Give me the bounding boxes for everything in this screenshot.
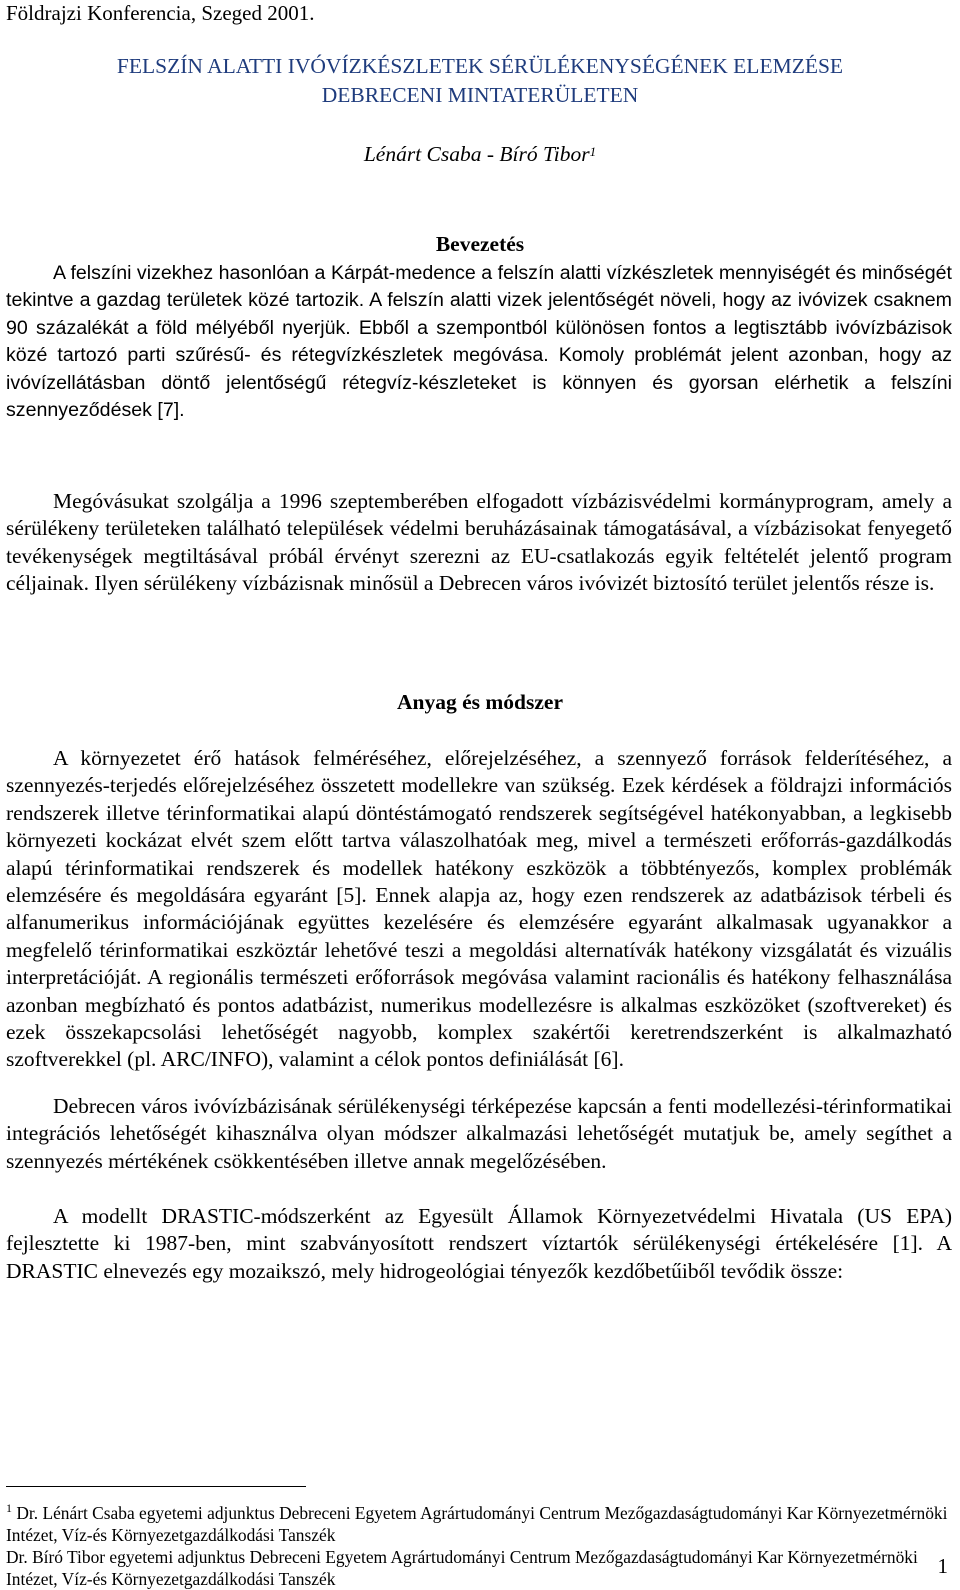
- section-heading-methods: Anyag és módszer: [396, 690, 563, 714]
- methods-paragraph-2: Debrecen város ivóvízbázisának sérülékenységi térképezése kapcsán a fenti modellezési-térinformatikai integrációs lehetőségét kihasználva olyan módszer alkalmazási lehetőségét mutatjuk be, amely segíthet a szennyezés mértékének csökkentésében illetve annak megelőzésében.: [6, 1094, 952, 1173]
- footnotes: [6, 1497, 952, 1590]
- footnote-1: [6, 1497, 952, 1546]
- title-line-2: DEBRECENI MINTATERÜLETEN: [321, 83, 639, 107]
- section-heading-introduction: Bevezetés: [435, 232, 525, 256]
- authors: Lénárt Csaba - Bíró Tibor: [363, 142, 590, 166]
- title-line-1: FELSZÍN ALATTI IVÓVÍZKÉSZLETEK SÉRÜLÉKENYSÉGÉNEK ELEMZÉSE: [116, 54, 844, 78]
- intro-paragraph-2: Megóvásukat szolgálja a 1996 szeptemberében elfogadott vízbázisvédelmi kormányprogram, amely a sérülékeny területeken található települések védelmi beruházásainak támogatásával, a vízbázisokat fenyegető tevékenységek megtiltásával próbál érvényt szerezni az EU-csatlakozás egyik feltételét jelentő program céljainak. Ilyen sérülékeny vízbázisnak minősül a Debrecen város ivóvizét biztosító terület jelentős része is.: [6, 489, 952, 596]
- methods-paragraph-3: A modellt DRASTIC-módszerként az Egyesült Államok Környezetvédelmi Hivatala (US EPA) fejlesztette ki 1987-ben, mint szabványosított rendszert víztartók sérülékenységi értékelésére [1]. A DRASTIC elnevezés egy mozaikszó, mely hidrogeológiai tényezők kezdőbetűiből tevődik össze:: [6, 1204, 952, 1283]
- footnote-2: Dr. Bíró Tibor egyetemi adjunktus Debreceni Egyetem Agrártudományi Centrum Mezőgazdaságtudományi Kar Környezetmérnöki Intézet, Víz-és Környezetgazdálkodási Tanszék: [6, 1546, 918, 1589]
- running-header: Földrajzi Konferencia, Szeged 2001.: [6, 1, 315, 25]
- footnote-mark: 1: [6, 1501, 12, 1515]
- paper-title: [0, 52, 960, 110]
- author-footnote-mark: 1: [589, 144, 597, 159]
- footnote-1-text: Dr. Lénárt Csaba egyetemi adjunktus Debreceni Egyetem Agrártudományi Centrum Mezőgazdaságtudományi Kar Környezetmérnöki Intézet, Víz-és Környezetgazdálkodási Tanszék: [6, 1502, 948, 1545]
- page-number: 1: [937, 1554, 948, 1578]
- intro-paragraph-1: A felszíni vizekhez hasonlóan a Kárpát-medence a felszín alatti vízkészletek mennyiségét és minőségét tekintve a gazdag területek közé tartozik. A felszín alatti vizek jelentőségét növeli, hogy az ivóvizek csaknem 90 százalékát a föld mélyéből nyerjük. Ebből a szempontból különösen fontos a legtisztább ivóvízbázisok közé tartozó parti szűrésű- és rétegvízkészletek megóvása. Komoly problémát jelent azonban, hogy az ivóvízellátásban döntő jelentőségű rétegvíz-készleteket is könnyen és gyorsan elérhetik a felszíni szennyeződések [7].: [6, 262, 952, 422]
- methods-paragraph-1: A környezetet érő hatások felméréséhez, előrejelzéséhez, a szennyező források felderítéséhez, a szennyezés-terjedés előrejelzéséhez összetett modellekre van szükség. Ezek kérdések a földrajzi információs rendszerek illetve térinformatikai alapú döntéstámogató rendszerek segítségével hatékonyabban, a legkisebb környezeti kockázat elvét szem előtt tartva válaszolhatóak meg, mivel a természeti erőforrás-gazdálkodás alapú térinformatikai rendszerek és modellek hatékony eszközök a többtényezős, komplex problémák elemzésére és megoldására egyaránt [5]. Ennek alapja az, hogy ezen rendszerek az adatbázisok térbeli és alfanumerikus információjának együttes kezelésére és elemzésére egyaránt alkalmasak ugyanakkor a megfelelő térinformatikai eszköztár lehetővé teszi a megoldási alternatívák hatékony vizsgálatát és vizuális interpretációját. A regionális természeti erőforrások megóvása valamint racionális és hatékony felhasználása azonban megbízható és pontos adatbázist, numerikus modellezésre is alkalmas eszközöket (szoftvereket) és ezek összekapcsolási lehetőségét nagyobb, komplex szakértői keretrendszerként is alkalmazható szoftverekkel (pl. ARC/INFO), valamint a célok pontos definiálását [6].: [6, 746, 952, 1072]
- footnote-divider: [6, 1486, 306, 1487]
- author-line: [0, 140, 960, 168]
